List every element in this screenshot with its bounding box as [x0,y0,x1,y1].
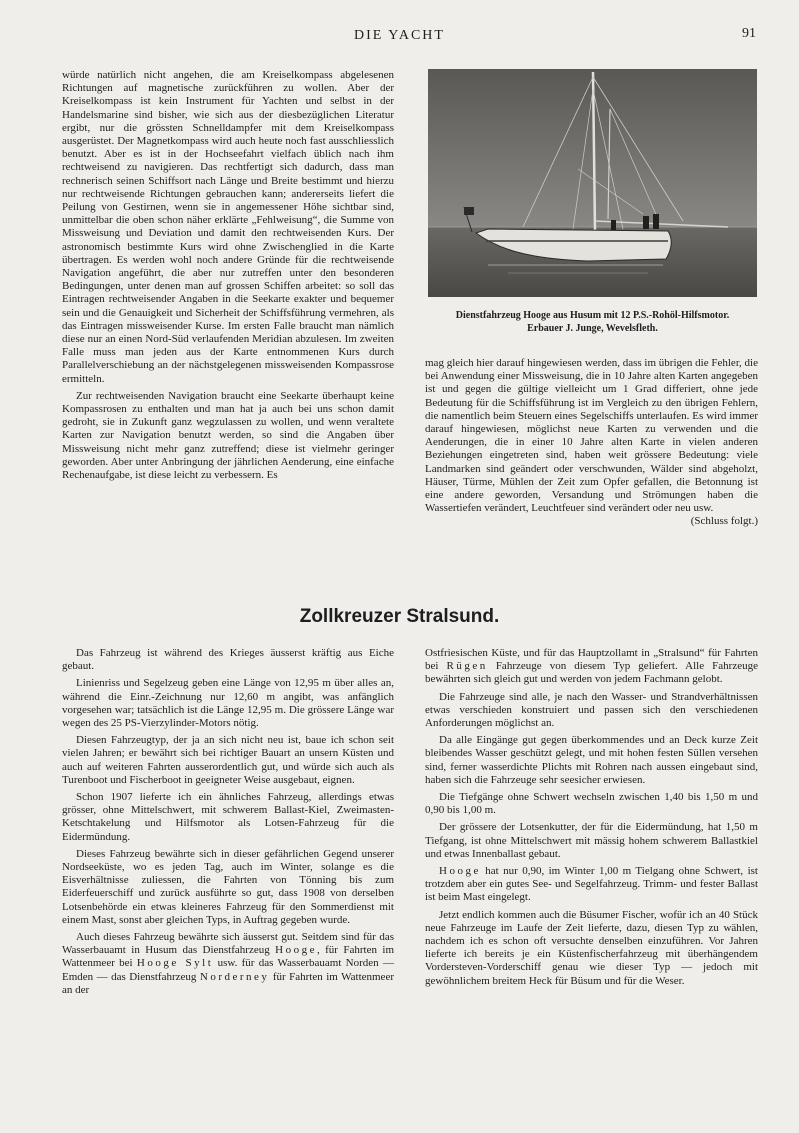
boat-photo [428,69,757,297]
text-run: usw. für das Wasserbauamt Norden — Emden — das Dienstfahrzeug [62,957,394,983]
paragraph: Schon 1907 lieferte ich ein ähnliches Fahrzeug, allerdings etwas grösser, ohne Mittelschwert, mit schwerem Ballast-Kiel, Zweimasten-Ketschtakelung und Hilfsmotor als Lotsen-Fahrzeug für die Eidermündung. [62,791,394,843]
article1-right-column [425,357,758,533]
paragraph [425,865,758,905]
caption-line: Dienstfahrzeug Hooge aus Husum mit 12 P.S.-Rohöl-Hilfsmotor. [455,310,730,321]
text-run: , für Fahrten im Wattenmeer bei [62,944,395,970]
text-run: Ostfriesischen Küste, und für das Hauptzollamt in „Stralsund“ für Fahrten bei [425,647,758,673]
photo-caption [428,309,757,335]
paragraph: Das Fahrzeug ist während des Krieges äusserst kräftig aus Eiche gebaut. [62,647,394,673]
article-title: Zollkreuzer Stralsund. [299,606,500,627]
paragraph: Die Tiefgänge ohne Schwert wechseln zwischen 1,40 bis 1,50 m und 0,90 bis 1,00 m. [425,791,758,817]
spaced-name: Norderney [199,970,270,983]
paragraph [425,357,758,529]
paragraph [425,647,758,687]
text-run: Auch dieses Fahrzeug bewährte sich äusserst gut. Seitdem sind für das Wasserbauamt in Husum das Dienstfahrzeug [62,931,394,957]
spaced-name: Hooge [439,865,481,878]
text-run: mag gleich hier darauf hingewiesen werden, dass im übrigen die Fehler, die bei Anwendung einer Missweisung, die in 10 Jahre alten Karten angegeben ist und gegen die gültige vielleicht um 1 Grad differiert, ohne jede Bedeutung für die Schiffsführung ist im Vergleich zu den übrigen Fehlern, die namentlich beim Steuern eines Segelschiffs unterlaufen. Es wird immer darauf hingewiesen, möglichst neue Karten zu verwenden und die Aenderungen, die in einer 10 Jahre alten Karte in vielen anderen Beziehungen eingetreten sind, haben weit grössere Bedeutung: viele Landmarken sind geändert oder verschwunden, Wälder sind abgeholzt, Häuser, Türme, Mühlen der Zeit zum Opfer gefallen, die Betonnung ist eine andere geworden, Versandung und Strömungen haben die Wassertiefen verändert, Leuchtfeuer sind verändert oder neu usw. [425,357,758,515]
paragraph: Da alle Eingänge gut gegen überkommendes und an Deck kurze Zeit bleibendes Wasser geschützt gelegt, und mit hohen festen Süllen versehen sind, ferner wasserdichte Plichts mit Rohren nach aussen eingebaut sind, haben sich die Fahrzeuge sehr seesicher erwiesen. [425,734,758,786]
paragraph: Die Fahrzeuge sind alle, je nach den Wasser- und Strandverhältnissen etwas verschieden konstruiert und passen sich den verschiedenen Anforderungen möglichst an. [425,690,758,730]
paragraph: Der grössere der Lotsenkutter, der für die Eidermündung, hat 1,50 m Tiefgang, ist ohne Mittelschwert mit mässig hohem schwerem Ballastkiel und etwas Innenballast gebaut. [425,821,758,860]
paragraph: Diesen Fahrzeugtyp, der ja an sich nicht neu ist, baue ich schon seit vielen Jahren; er bewährt sich bei richtiger Bauart an unsern Küsten und auch auf weiteren Fahrten ausserordentlich gut, und würde sich auch als Turenboot und Fischerboot in geeigneter Weise ausgebaut, eignen. [62,734,394,786]
article2-right-column [425,647,758,992]
running-head: DIE YACHT [354,28,445,43]
text-run: hat nur 0,90, im Winter 1,00 m Tielgang ohne Schwert, ist trotzdem aber ein gutes See- und Segelfahrzeug. Trimm- und fester Ballast ist beim Mast eingelegt. [425,865,758,904]
text-run: Fahrzeuge von diesem Typ geliefert. Alle Fahrzeuge bewährten sich gleich gut und werden von jedem Fachmann gelobt. [425,660,758,686]
paragraph: Jetzt endlich kommen auch die Büsumer Fischer, wofür ich an 40 Stück neue Fahrzeuge im Laufe der Zeit lieferte, dazu, diesen Typ zu wählen, nachdem ich es schon oft versuchte denselben einzuführen. Vor Jahren lieferte ich bereits je ein Küstenfischerfahrzeug mit überhängendem Vordersteven-Vorderschiff genau wie dieser Typ — jedoch mit gewöhnlichem breitem Heck für Büsum und für die Weser. [425,908,758,987]
paragraph: Linienriss und Segelzeug geben eine Länge von 12,95 m über alles an, während die Einr.-Zeichnung nur 12,60 m angibt, was anfänglich vorgesehen war; tatsächlich ist die Länge 12,95 m. Die grössere Länge war wegen des 25 PS-Vierzylinder-Motors nötig. [62,677,394,730]
spaced-name: Hooge Sylt [136,957,214,970]
article2-left-column [62,647,394,1001]
paragraph: Zur rechtweisenden Navigation braucht eine Seekarte überhaupt keine Kompassrosen zu enthalten und man hat ja auch bei uns schon damit gedroht, sie in Zukunft ganz wegzulassen zu wollen, und wenn veraltete Karten zur Navigation benutzt werden, so sind die Angaben über Missweisung nicht mehr ganz zutreffend; diese ist vielmehr geringer geworden. Aber unter Anbringung der jährlichen Aenderung, eine einfache Rechenaufgabe, ist diese leicht zu verbessern. Es [62,389,394,482]
page-number: 91 [742,26,756,41]
continued-note: (Schluss folgt.) [690,515,758,528]
article1-left-column [62,69,394,486]
caption-line: Erbauer J. Junge, Wevelsfleth. [527,323,658,334]
spaced-name: Rügen [446,660,488,673]
sailboat-illustration [428,69,757,297]
paragraph: Dieses Fahrzeug bewährte sich in dieser gefährlichen Gegend unserer Nordseeküste, wo es jeden Tag, auch im Winter, solange es die Eisverhältnisse zuliessen, die Fahrten von Tönning bis zum Eiderfeuerschiff und zurück ausführte so gut, dass 1908 von derselben Lotsenbehörde ein etwas kleineres Fahrzeug für den Sommerdienst mit einem Mast, sonst aber gleichen Typs, in Auftrag gegeben wurde. [62,847,394,926]
paragraph [62,931,394,997]
spaced-name: Hooge [275,944,317,957]
paragraph: würde natürlich nicht angehen, die am Kreiselkompass abgelesenen Richtungen auf magnetische zurückführen zu wollen. Aber der Kreiselkompass ist kein Instrument für Yachten und selbst in der Handelsmarine sind bisher, wie sich aus der diesbezüglichen Literatur ergibt, nur die grössten Schnelldampfer mit dem Kreiselkompass ausgerüstet. Der Magnetkompass wird auch heute noch fast ausschliesslich benutzt. Aber es ist in der Hochseefahrt vielfach üblich nach ihm rechtweisend zu navigieren. Das rechtfertigt sich dadurch, dass man rechnerisch seinen Schiffsort nach Länge und Breite bestimmt und hierzu nur rechtweisende Richtungen gebrauchen kann; andererseits liefert die Peilung von Gestirnen, wenn sie in angemessener Höhe sichtbar sind, unmittelbar die oben schon näher erklärte „Fehlweisung“, die Summe von Missweisung und Deviation und damit den rechtweisenden Kurs. Der astronomisch bestimmte Kurs wird ohne Zwischenglied in die Karte übertragen. Es werden wohl noch andere Gründe für die rechtweisende Navigation angeführt, die aber nur zutreffen unter den besonderen Bedingungen, unter denen man auf grossen Schiffen arbeitet: so soll das Eintragen rechtweisender Angaben in die Seekarte exakter und bequemer sein und die Genauigkeit und Sicherheit der Schiffsführung vermehren, als das Eintragen missweisender Kurse. Im ersten Falle braucht man nämlich diese nur an einen Nord-Süd verlaufenden Meridian abzulesen. Im zweiten Falle muss man jeden aus der Karte entnommenen Kurs durch Parallelverschiebung an der nächstgelegenen missweisenden Kompassrose ermitteln. [62,69,394,385]
text-run: für Fahrten im Wattenmeer an der [62,970,394,996]
